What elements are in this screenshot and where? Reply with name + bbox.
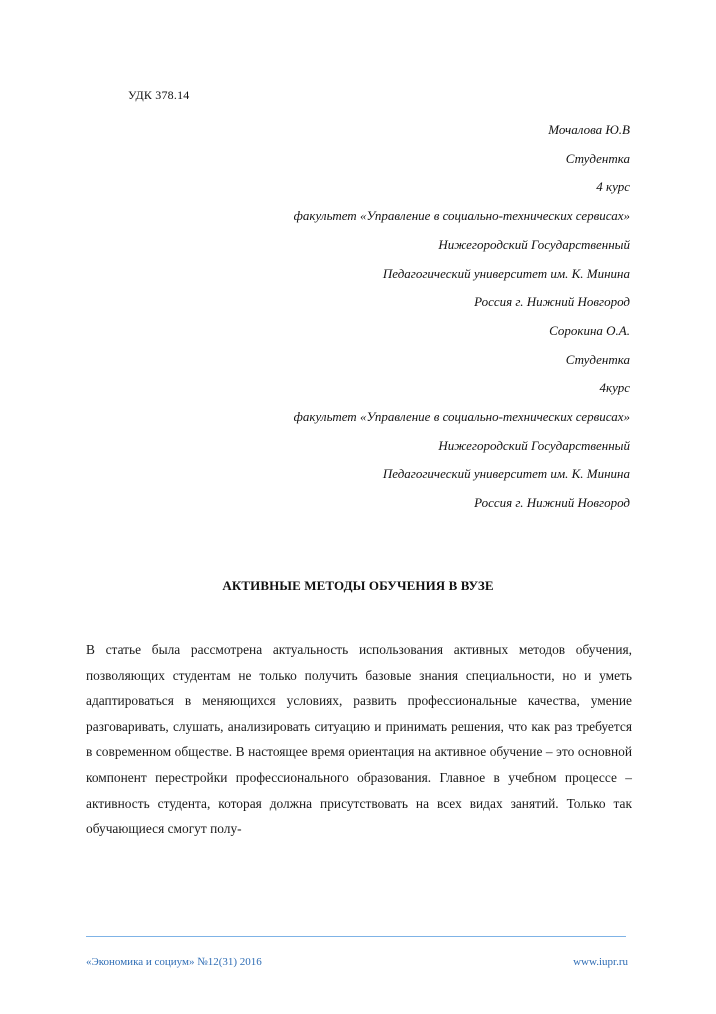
author2-university-line1: Нижегородский Государственный [438, 437, 630, 453]
author2-name: Сорокина О.А. [549, 322, 630, 338]
author2-location: Россия г. Нижний Новгород [474, 495, 630, 511]
author1-name: Мочалова Ю.В [548, 122, 630, 137]
author1-location: Россия г. Нижний Новгород [474, 294, 630, 310]
author1-course: 4 курс [596, 179, 630, 195]
footer-divider [86, 936, 626, 937]
abstract-paragraph: В статье была рассмотрена актуальность использования активных методов обучения, позволяющих студентам не только получить базовые знания специальности, но и уметь адаптироваться в меняющихся условиях, развить профессиональные качества, умение разговаривать, слушать, анализировать ситуацию и принимать решения, что как раз требуется в современном обществе. В настоящее время ориентация на активное обучение – это основной компонент перестройки профессионального образования. Главное в учебном процессе – активность студента, которая должна присутствовать на всех видах занятий. Только так обучающиеся смогут полу- [86, 642, 632, 837]
author2-faculty: факультет «Управление в социально-технических сервисах» [293, 409, 630, 425]
udc-code: УДК 378.14 [128, 88, 190, 102]
author1-faculty: факультет «Управление в социально-технических сервисах» [293, 208, 630, 224]
author2-course: 4курс [599, 380, 630, 396]
author1-status: Студентка [565, 150, 630, 166]
footer-journal: «Экономика и социум» №12(31) 2016 [86, 956, 262, 968]
author2-status: Студентка [565, 351, 630, 367]
author2-university-line2: Педагогический университет им. К. Минина [382, 466, 630, 482]
author-affiliations [110, 116, 630, 518]
footer-site-link[interactable]: www.iupr.ru [573, 956, 628, 968]
article-title: АКТИВНЫЕ МЕТОДЫ ОБУЧЕНИЯ В ВУЗЕ [222, 578, 494, 593]
author1-university-line2: Педагогический университет им. К. Минина [382, 265, 630, 281]
author1-university-line1: Нижегородский Государственный [438, 236, 630, 252]
